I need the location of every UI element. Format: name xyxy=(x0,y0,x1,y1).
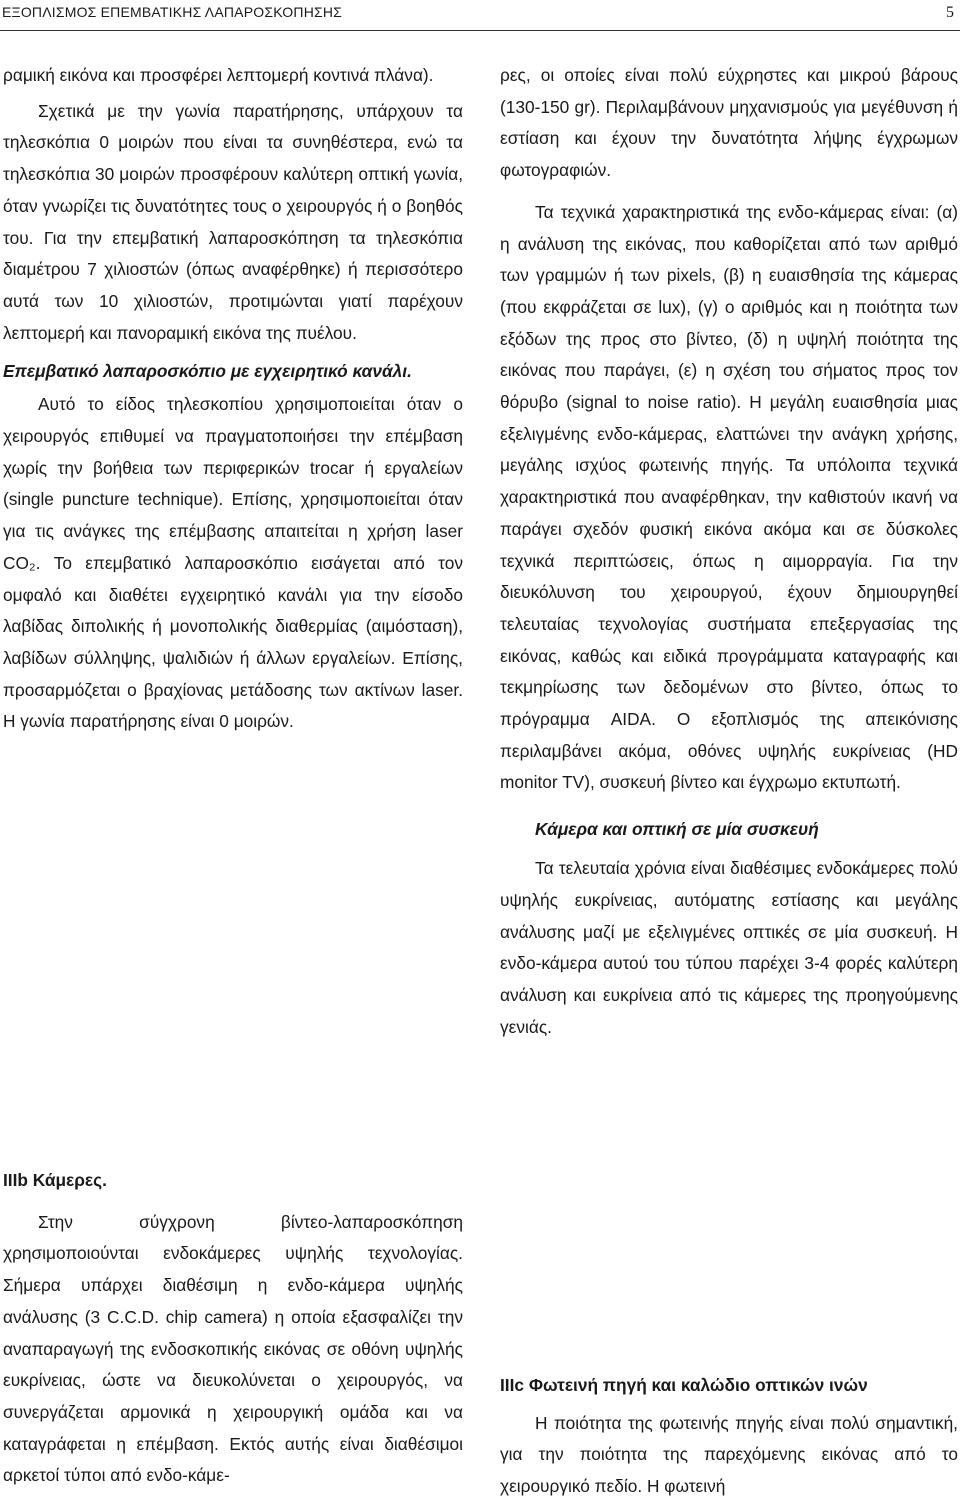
left-column xyxy=(3,60,463,738)
section-heading: IIIc Φωτεινή πηγή και καλώδιο οπτικών ινών xyxy=(500,1375,868,1395)
paragraph: Τα τεχνικά χαρακτηριστικά της ενδο-κάμερας είναι: (α) η ανάλυση της εικόνας, που καθορίζεται από των αριθμό των γραμμών ή των pixels, (β) η ευαισθησία της κάμερας (που εκφράζεται σε lux), (γ) ο αριθμός και η ποιότητα των εξόδων της προς στο βίντεο, (δ) η υψηλή ποιότητα της εικόνας που παράγει, (ε) η σχέση του σήματος προς τον θόρυβο (signal to noise ratio). Η μεγάλη ευαισθησία μιας εξελιγμένης ενδο-κάμερας, ελαττώνει την ανάγκη χρήσης, μεγάλης ισχύος φωτεινής πηγής. Τα υπόλοιπα τεχνικά χαρακτηριστικά που αναφέρθηκαν, την καθιστούν ικανή να παράγει σχεδόν φυσική εικόνα ακόμα και σε δύσκολες τεχνικά περιπτώσεις, όπως η αιμορραγία. Για την διευκόλυνση του χειρουργού, έχουν δημιουργηθεί τελευταίας τεχνολογίας συστήματα επεξεργασίας της εικόνας, καθώς και ειδικά προγράμματα καταγραφής και τεκμηρίωσης των δεδομένων στο βίντεο, όπως το πρόγραμμα AIDA. Ο εξοπλισμός της απεικόνισης περιλαμβάνει ακόμα, οθόνες υψηλής ευκρίνειας (HD monitor TV), συσκευή βίντεο και έγχρωμο εκτυπωτή. xyxy=(500,201,958,793)
paragraph: ραμική εικόνα και προσφέρει λεπτομερή κοντινά πλάνα). xyxy=(3,65,434,85)
paragraph: Στην σύγχρονη βίντεο-λαπαροσκόπηση χρησιμοποιούνται ενδοκάμερες υψηλής τεχνολογίας. Σήμερα υπάρχει διαθέσιμη η ενδο-κάμερα υψηλής ανάλυσης (3 C.C.D. chip camera) η οποία εξασφαλίζει την αναπαραγωγή της ενδοσκοπικής εικόνας σε οθόνη υψηλής ευκρίνειας, ώστε να διευκολύνεται ο χειρουργός, να συνεργάζεται αρμονικά η χειρουργική ομάδα και να καταγράφεται η επέμβαση. Εκτός αυτής είναι διαθέσιμοι αρκετοί τύποι από ενδο-κάμε- xyxy=(3,1211,463,1486)
page-header xyxy=(0,0,960,31)
section-iiic xyxy=(500,1370,958,1503)
page-number: 5 xyxy=(946,4,954,21)
section-heading: Επεμβατικό λαπαροσκόπιο με εγχειρητικό κανάλι. xyxy=(3,361,412,382)
paragraph: ρες, οι οποίες είναι πολύ εύχρηστες και μικρού βάρους (130-150 gr). Περιλαμβάνουν μηχανισμούς για μεγέθυνση ή εστίαση και έχουν την δυνατότητα λήψης έγχρωμων φωτογραφιών. xyxy=(500,65,958,181)
right-column xyxy=(500,60,958,1043)
section-heading: IIIb Κάμερες. xyxy=(3,1170,107,1190)
paragraph: Τα τελευταία χρόνια είναι διαθέσιμες ενδοκάμερες πολύ υψηλής ευκρίνειας, αυτόματης εστίασης και μεγάλης ανάλυσης μαζί με εξελιγμένες οπτικές σε μία συσκευή. Η ενδο-κάμερα αυτού του τύπου παρέχει 3-4 φορές καλύτερη ανάλυση και ευκρίνεια από τις κάμερες της προηγούμενης γενιάς. xyxy=(500,858,958,1037)
running-title: ΕΞΟΠΛΙΣΜΟΣ ΕΠΕΜΒΑΤΙΚΗΣ ΛΑΠΑΡΟΣΚΟΠΗΣΗΣ xyxy=(2,4,343,20)
paragraph: Σχετικά με την γωνία παρατήρησης, υπάρχουν τα τηλεσκόπια 0 μοιρών που είναι τα συνηθέστερα, ενώ τα τηλεσκόπια 30 μοιρών προσφέρουν καλύτερη οπτική γωνία, όταν γνωρίζει τις δυνατότητες τους ο χειρουργός ή ο βοηθός του. Για την επεμβατική λαπαροσκόπηση τα τηλεσκόπια διαμέτρου 7 χιλιοστών (όπως αναφέρθηκε) ή περισσότερο αυτά των 10 χιλιοστών, προτιμώνται γιατί παρέχουν λεπτομερή και πανοραμική εικόνα της πυέλου. xyxy=(3,100,463,343)
paragraph: Η ποιότητα της φωτεινής πηγής είναι πολύ σημαντική, για την ποιότητα της παρεχόμενης εικόνας από το χειρουργικό πεδίο. Η φωτεινή xyxy=(500,1412,958,1497)
paragraph: Αυτό το είδος τηλεσκοπίου χρησιμοποιείται όταν ο χειρουργός επιθυμεί να πραγματοποιήσει την επέμβαση χωρίς την βοήθεια των περιφερικών trocar ή εργαλείων (single puncture technique). Επίσης, χρησιμοποιείται όταν για τις ανάγκες της επέμβασης απαιτείται η χρήση laser CO₂. Το επεμβατικό λαπαροσκόπιο εισάγεται από τον ομφαλό και διαθέτει εγχειρητικό κανάλι για την είσοδο λαβίδας διπολικής ή μονοπολικής διαθερμίας (αιμόσταση), λαβίδων σύλληψης, ψαλιδιών ή άλλων εργαλείων. Επίσης, προσαρμόζεται ο βραχίονας μετάδοσης των ακτίνων laser. Η γωνία παρατήρησης είναι 0 μοιρών. xyxy=(3,394,463,732)
section-heading: Κάμερα και οπτική σε μία συσκευή xyxy=(535,819,819,840)
section-iiib xyxy=(3,1165,463,1492)
